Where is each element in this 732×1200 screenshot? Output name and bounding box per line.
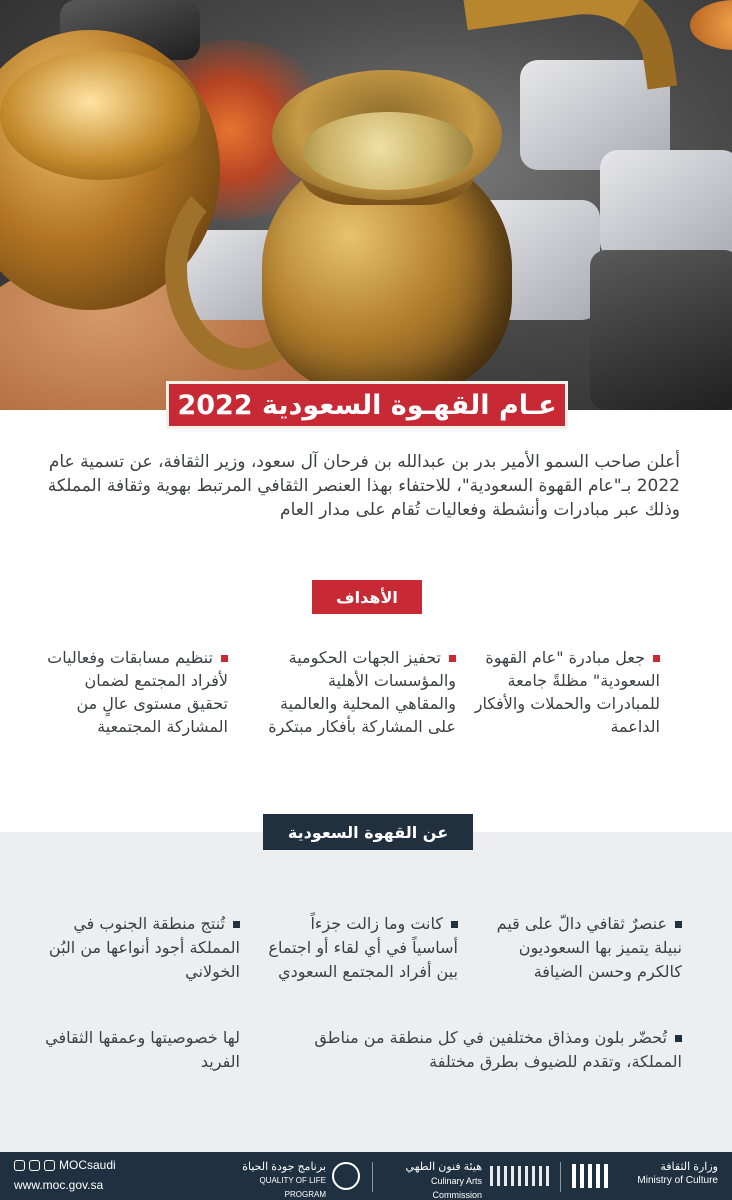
culinary-logo-ar: هيئة فنون الطهي: [405, 1161, 482, 1173]
ministry-logo: [614, 1160, 718, 1188]
qol-emblem-icon: [332, 1162, 360, 1190]
about-text: تُنتج منطقة الجنوب في المملكة أجود أنواعها من البُن الخولاني: [48, 914, 240, 981]
about-item: [268, 912, 458, 984]
youtube-icon[interactable]: [44, 1160, 55, 1171]
page-title-text: عـام القهـوة السعودية 2022: [177, 389, 557, 421]
about-heading: عن القهوة السعودية: [263, 814, 473, 850]
goal-item: [268, 646, 456, 738]
goals-heading: الأهداف: [312, 580, 422, 614]
twitter-icon[interactable]: [14, 1160, 25, 1171]
ash-chunk: [600, 150, 732, 260]
social-links[interactable]: [14, 1158, 116, 1172]
goal-item: [40, 646, 228, 738]
qol-logo: [240, 1160, 326, 1200]
coal-chunk: [590, 250, 732, 410]
about-item: [264, 1026, 682, 1074]
divider: [372, 1162, 373, 1192]
bullet-icon: [653, 655, 660, 662]
intro-paragraph: أعلن صاحب السمو الأمير بدر بن عبدالله بن فرحان آل سعود، وزير الثقافة، عن تسمية عام 2022 بـ"عام القهوة السعودية"، للاحتفاء بهذا العنصر الثقافي المرتبط بهوية وثقافة المملكة وذلك عبر مبادرات وأنشطة وفعاليات تُقام على مدار العام: [47, 452, 680, 520]
about-section: [0, 832, 732, 1152]
about-item: [40, 1026, 240, 1074]
ministry-logo-ar: وزارة الثقافة: [660, 1161, 718, 1173]
qol-logo-en: QUALITY OF LIFE PROGRAM: [259, 1176, 326, 1199]
second-dallah-lid: [0, 50, 200, 180]
goal-text: تحفيز الجهات الحكومية والمؤسسات الأهلية والمقاهي المحلية والعالمية على المشاركة بأفكار مبتكرة: [268, 648, 456, 736]
hero-image: [0, 0, 732, 410]
culinary-pattern-icon: [490, 1166, 550, 1186]
goal-item: [472, 646, 660, 738]
about-text: تُحضّر بلون ومذاق مختلفين في كل منطقة من مناطق المملكة، وتقدم للضيوف بطرق مختلفة: [314, 1028, 682, 1071]
goal-text: جعل مبادرة "عام القهوة السعودية" مظلةً جامعة للمبادرات والحملات والأفكار الداعمة: [474, 648, 660, 736]
instagram-icon[interactable]: [29, 1160, 40, 1171]
social-handle[interactable]: MOCsaudi: [59, 1158, 116, 1172]
bullet-icon: [449, 655, 456, 662]
about-item: [40, 912, 240, 984]
about-text: لها خصوصيتها وعمقها الثقافي الفريد: [45, 1028, 240, 1071]
fruit: [690, 0, 732, 50]
bullet-icon: [233, 921, 240, 928]
about-text: عنصرٌ ثقافي دالّ على قيم نبيلة يتميز بها السعوديون كالكرم وحسن الضيافة: [496, 914, 682, 981]
footer: [0, 1152, 732, 1200]
ministry-emblem-icon: [572, 1164, 608, 1188]
bullet-icon: [675, 921, 682, 928]
divider: [560, 1162, 561, 1192]
about-text: كانت وما زالت جزءاً أساسياً في أي لقاء أو اجتماع بين أفراد المجتمع السعودي: [268, 914, 458, 981]
coffee-surface: [303, 112, 473, 190]
website-link[interactable]: www.moc.gov.sa: [14, 1178, 104, 1192]
qol-logo-ar: برنامج جودة الحياة: [242, 1161, 326, 1173]
page-title: [166, 381, 568, 429]
bullet-icon: [675, 1035, 682, 1042]
culinary-logo: [380, 1160, 482, 1200]
about-item: [482, 912, 682, 984]
bullet-icon: [451, 921, 458, 928]
bullet-icon: [221, 655, 228, 662]
ministry-logo-en: Ministry of Culture: [637, 1175, 718, 1186]
goal-text: تنظيم مسابقات وفعاليات لأفراد المجتمع لضمان تحقيق مستوى عالٍ من المشاركة المجتمعية: [47, 648, 228, 736]
culinary-logo-en: Culinary Arts Commission: [430, 1176, 482, 1200]
